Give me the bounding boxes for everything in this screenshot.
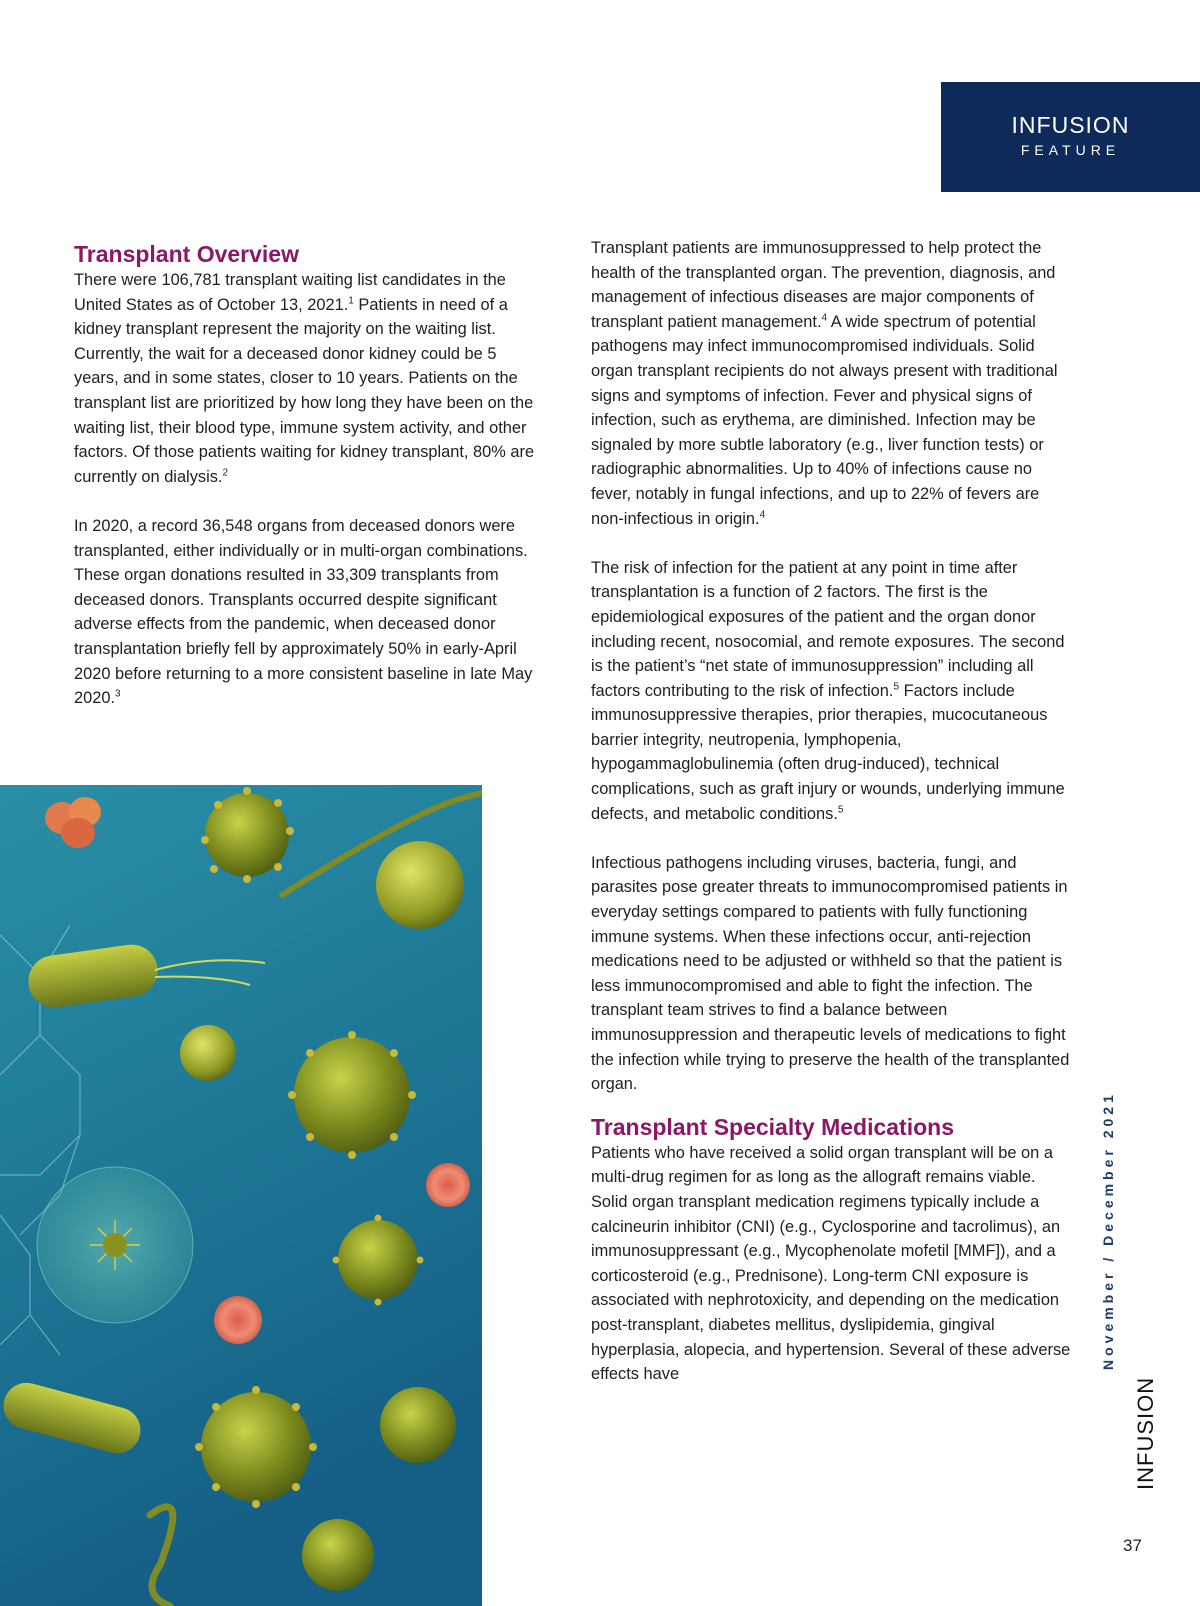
sidebar-brand-logo: INFUSION: [1133, 1376, 1158, 1490]
pathogen-illustration: [0, 785, 482, 1606]
citation-5a: 5: [893, 681, 900, 693]
badge-label: FEATURE: [1020, 142, 1121, 158]
text: Factors include immunosuppressive therapies, prior therapies, mucocutaneous barrier integrity, neutropenia, lymphopenia, hypogammaglobulinemia (often drug-induced), technical complications, such as graft injury or wounds, underlying immune defects, and metabolic conditions.: [591, 681, 1065, 823]
text: In 2020, a record 36,548 organs from deceased donors were transplanted, either individually or in multi-organ combinations. These organ donations resulted in 33,309 transplants from deceased donors. Transplants occurred despite significant adverse effects from the pandemic, when deceased donor transplantation briefly fell by approximately 50% in early-April 2020 before returning to a more consistent baseline in late May 2020.: [74, 516, 533, 708]
paragraph-2020-record: [74, 514, 544, 711]
paragraph-multi-drug-regimen: Patients who have received a solid organ transplant will be on a multi-drug regimen for as long as the allograft remains viable. Solid organ transplant medication regimens typically include a calcineurin inhibitor (CNI) (e.g., Cyclosporine and tacrolimus), an immunosuppressant (e.g., Mycophenolate mofetil [MMF]), and a corticosteroid (e.g., Prednisone). Long-term CNI exposure is associated with nephrotoxicity, and depending on the medication post-transplant, diabetes mellitus, dyslipidemia, gingival hyperplasia, alopecia, and hypertension. Several of these adverse effects have: [591, 1143, 1071, 1384]
left-column: [74, 240, 544, 711]
citation-1: 1: [348, 295, 354, 307]
paragraph-infectious-pathogens: Infectious pathogens including viruses, bacteria, fungi, and parasites pose greater threats to immunocompromised patients in everyday settings compared to patients with fully functioning immune systems. When these infections occur, anti-rejection medications need to be adjusted or withheld so that the patient is less immunocompromised and able to fight the infection. The transplant team strives to find a balance between immunosuppression and therapeutic levels of medications to fight the infection while trying to preserve the health of the transplanted organ.: [591, 853, 1070, 1094]
citation-2: 2: [222, 467, 229, 479]
infusion-feature-badge: [941, 82, 1200, 192]
citation-4b: 4: [759, 509, 766, 521]
text: Transplant patients are immunosuppressed to help protect the health of the transplanted organ. The prevention, diagnosis, and management of infectious diseases are major components of transplant patient management.: [591, 239, 1056, 331]
text: A wide spectrum of potential pathogens may infect immunocompromised individuals. Solid organ transplant recipients do not always present with traditional signs and symptoms of infection. Fever and physical signs of infection, such as erythema, are diminished. Infection may be signaled by more subtle laboratory (e.g., liver function tests) or radiographic abnormalities. Up to 40% of infections cause no fever, notably in fungal infections, and up to 22% of fevers are non-infectious in origin.: [591, 312, 1058, 528]
text: There were 106,781 transplant waiting list candidates in the United States as of October 13, 2021.: [74, 271, 506, 314]
badge-brand: INFUSION: [1011, 112, 1130, 138]
citation-4a: 4: [821, 312, 828, 324]
citation-3: 3: [115, 688, 121, 700]
paragraph-risk-of-infection: [591, 556, 1071, 827]
issue-date: November / December 2021: [1100, 1091, 1116, 1370]
citation-5b: 5: [837, 804, 844, 816]
paragraph-waiting-list: [74, 268, 544, 489]
paragraph-immunosuppressed: [591, 236, 1071, 531]
page-number: 37: [1123, 1536, 1142, 1555]
text: The risk of infection for the patient at any point in time after transplantation is a function of 2 factors. The first is the epidemiological exposures of the patient and the organ donor including recent, nosocomial, and remote exposures. The second is the patient’s “net state of immunosuppression” including all factors contributing to the risk of infection.: [591, 558, 1065, 700]
section-heading-transplant-overview: Transplant Overview: [74, 241, 299, 267]
right-column: [591, 236, 1071, 1387]
text: Patients in need of a kidney transplant represent the majority on the waiting list. Currently, the wait for a deceased donor kidney could be 5 years, and in some states, closer to 10 years. Patients on the transplant list are prioritized by how long they have been on the waiting list, their blood type, immune system activity, and other factors. Of those patients waiting for kidney transplant, 80% are currently on dialysis.: [74, 295, 535, 486]
section-heading-specialty-medications: Transplant Specialty Medications: [591, 1113, 954, 1140]
